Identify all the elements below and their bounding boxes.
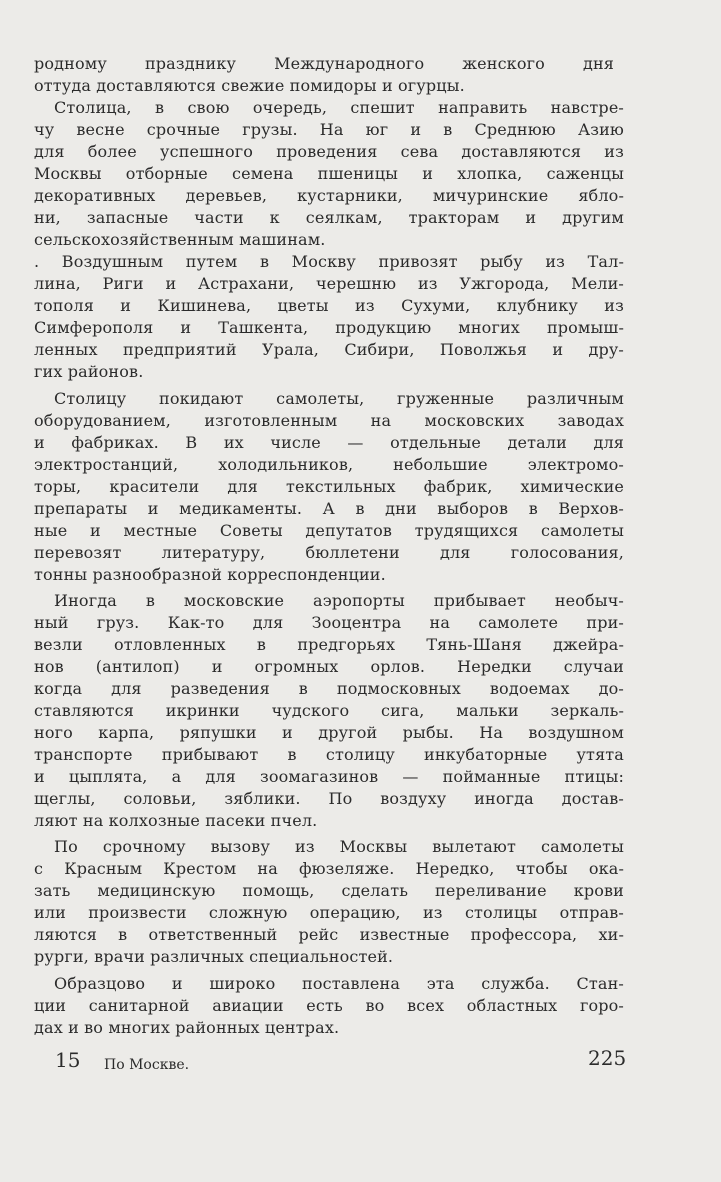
signature-mark: 15 (55, 1048, 81, 1072)
text-line: Образцово и широко поставлена эта служба. Стан- (54, 974, 624, 993)
text-line: ляются в ответственный рейс известные профессора, хи- (34, 925, 624, 944)
text-line: гих районов. (34, 362, 144, 381)
text-line: везли отловленных в предгорьях Тянь-Шаня джейра- (34, 635, 624, 654)
text-line: для более успешного проведения сева доставляются из (34, 142, 624, 161)
text-line: ставляются икринки чудского сига, мальки зеркаль- (34, 701, 624, 720)
text-line: и фабриках. В их числе — отдельные детали для (34, 433, 624, 452)
footer-label: По Москве. (104, 1057, 190, 1073)
text-line: родному празднику Международного женского дня (34, 54, 614, 73)
text-line: ляют на колхозные пасеки пчел. (34, 811, 318, 830)
text-line: зать медицинскую помощь, сделать переливание крови (34, 881, 624, 900)
text-line: сельскохозяйственным машинам. (34, 230, 326, 249)
text-line: тополя и Кишинева, цветы из Сухуми, клубнику из (34, 296, 624, 315)
text-line: чу весне срочные грузы. На юг и в Среднюю Азию (34, 120, 624, 139)
text-line: ный груз. Как-то для Зооцентра на самолете при- (34, 613, 624, 632)
text-line: лина, Риги и Астрахани, черешню из Ужгорода, Мели- (34, 274, 624, 293)
text-line: Столицу покидают самолеты, груженные различным (54, 389, 624, 408)
text-line: тонны разнообразной корреспонденции. (34, 565, 386, 584)
text-line: . Воздушным путем в Москву привозят рыбу из Тал- (34, 252, 624, 271)
text-line: Симферополя и Ташкента, продукцию многих промыш- (34, 318, 624, 337)
text-line: транспорте прибывают в столицу инкубаторные утята (34, 745, 624, 764)
text-line: оборудованием, изготовленным на московских заводах (34, 411, 624, 430)
text-line: с Красным Крестом на фюзеляже. Нередко, чтобы ока- (34, 859, 624, 878)
text-line: декоративных деревьев, кустарники, мичуринские ябло- (34, 186, 624, 205)
text-line: торы, красители для текстильных фабрик, химические (34, 477, 624, 496)
text-line: оттуда доставляются свежие помидоры и огурцы. (34, 76, 465, 95)
text-line: перевозят литературу, бюллетени для голосования, (34, 543, 624, 562)
text-line: рурги, врачи различных специальностей. (34, 947, 394, 966)
text-line: Столица, в свою очередь, спешит направить навстре- (54, 98, 624, 117)
text-line: ни, запасные части к сеялкам, тракторам и другим (34, 208, 624, 227)
text-line: когда для разведения в подмосковных водоемах до- (34, 679, 624, 698)
text-line: дах и во многих районных центрах. (34, 1018, 340, 1037)
text-line: ленных предприятий Урала, Сибири, Поволжья и дру- (34, 340, 624, 359)
text-line: ного карпа, ряпушки и другой рыбы. На воздушном (34, 723, 624, 742)
text-line: препараты и медикаменты. А в дни выборов в Верхов- (34, 499, 624, 518)
text-line: щеглы, соловьи, зяблики. По воздуху иногда достав- (34, 789, 624, 808)
text-line: ные и местные Советы депутатов трудящихся самолеты (34, 521, 624, 540)
page-number: 225 (588, 1046, 627, 1070)
text-line: и цыплята, а для зоомагазинов — пойманные птицы: (34, 767, 624, 786)
text-line: ции санитарной авиации есть во всех областных горо- (34, 996, 624, 1015)
text-line: электростанций, холодильников, небольшие электромо- (34, 455, 624, 474)
text-line: По срочному вызову из Москвы вылетают самолеты (54, 837, 624, 856)
text-line: или произвести сложную операцию, из столицы отправ- (34, 903, 624, 922)
text-line: нов (антилоп) и огромных орлов. Нередки случаи (34, 657, 624, 676)
text-line: Иногда в московские аэропорты прибывает необыч- (54, 591, 624, 610)
text-line: Москвы отборные семена пшеницы и хлопка, саженцы (34, 164, 624, 183)
